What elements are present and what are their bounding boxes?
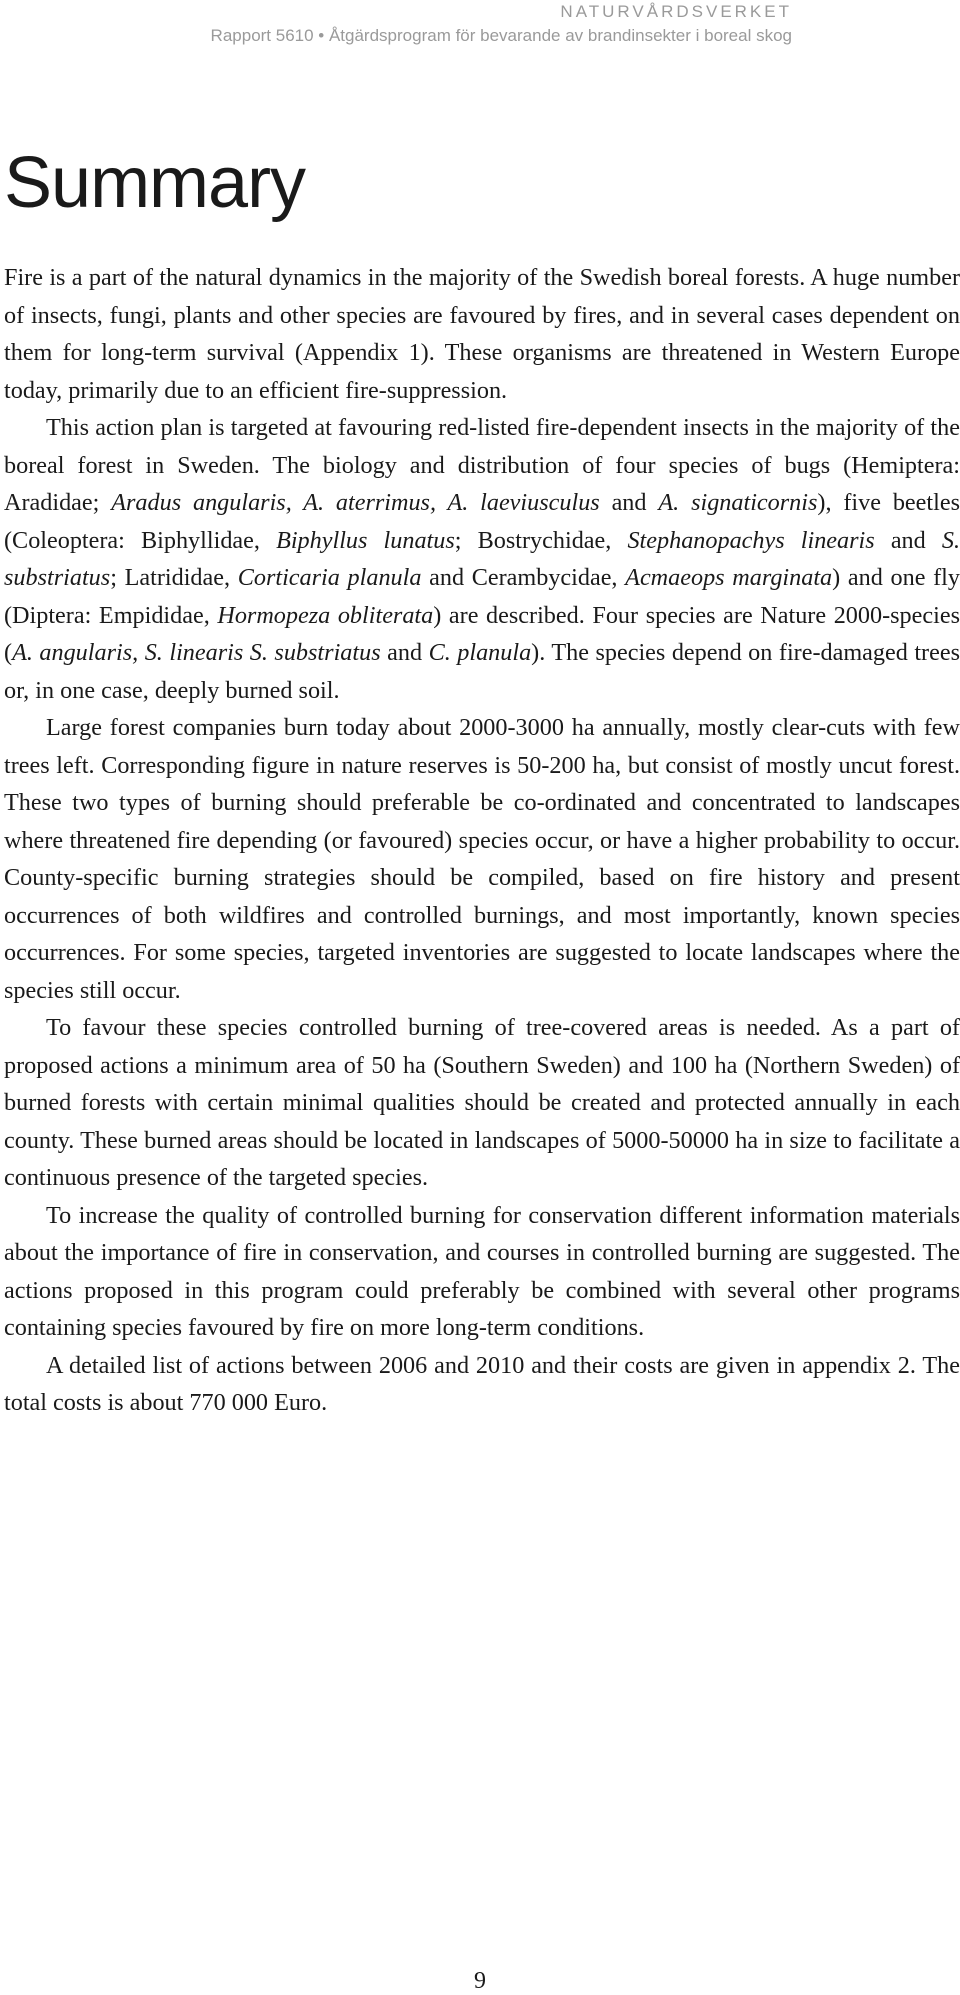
paragraph-3: Large forest companies burn today about 2000-3000 ha annually, mostly clear-cuts with few trees left. Corresponding figure in nature reserves is 50-200 ha, but consist of mostly uncut forest. These two types of burning should preferable be co-ordinated and concentrated to landscapes where threatened fire depending (or favoured) species occur, or have a higher probability to occur. County-specific burning strategies should be compiled, based on fire history and present occurrences of both wildfires and controlled burnings, and most importantly, known species occurrences. For some species, targeted inventories are suggested to locate landscapes where the species still occur. <box>4 714 960 1004</box>
p2-species-2: A. signaticornis <box>658 489 818 516</box>
p2-text-4: ; Bostrychidae, <box>454 526 628 554</box>
p2-text-9: ) are described. Four species are Nature 2000-species ( <box>4 601 960 666</box>
running-header <box>211 0 792 48</box>
header-organization: NATURVÅRDSVERKET <box>560 2 792 21</box>
page-number: 9 <box>474 1968 486 1994</box>
paragraph-5: To increase the quality of controlled burning for conservation different information materials about the importance of fire in conservation, and courses in controlled burning are suggested. The actions proposed in this program could preferably be combined with several other programs containing species favoured by fire on more long-term conditions. <box>4 1201 960 1341</box>
header-report-title: Rapport 5610 • Åtgärdsprogram för bevarande av brandinsekter i boreal skog <box>210 26 792 45</box>
p2-text-5: and <box>874 526 942 554</box>
p2-species-1: Aradus angularis, A. aterrimus, A. laeviusculus <box>111 489 600 516</box>
p2-species-5: S. substriatus <box>4 526 960 591</box>
p2-species-8: Hormopeza obliterata <box>217 601 434 629</box>
p2-text-3: ), five beetles (Coleoptera: Biphyllidae, <box>4 489 960 554</box>
page-title: Summary <box>4 143 306 223</box>
p2-text-6: ; Latrididae, <box>110 564 238 591</box>
p2-species-6: Corticaria planula <box>237 564 422 591</box>
paragraph-1: Fire is a part of the natural dynamics in the majority of the Swedish boreal forests. A huge number of insects, fungi, plants and other species are favoured by fires, and in several cases dependent on them for long-term survival (Appendix 1). These organisms are threatened in Western Europe today, primarily due to an efficient fire-suppression. <box>4 264 960 404</box>
p2-species-7: Acmaeops marginata <box>625 564 833 591</box>
paragraph-4: To favour these species controlled burning of tree-covered areas is needed. As a part of proposed actions a minimum area of 50 ha (Southern Sweden) and 100 ha (Northern Sweden) of burned forests with certain minimal qualities should be created and protected annually in each county. These burned areas should be located in landscapes of 5000-50000 ha in size to facilitate a continuous presence of the targeted species. <box>4 1014 960 1191</box>
p2-species-4: Stephanopachys linearis <box>627 526 875 554</box>
p2-text-11: ). The species depend on fire-damaged trees or, in one case, deeply burned soil. <box>4 639 960 704</box>
p2-species-9: A. angularis, S. linearis S. substriatus <box>12 639 381 666</box>
p2-text-1: This action plan is targeted at favouring red-listed fire-dependent insects in the majority of the boreal forest in Sweden. The biology and distribution of four species of bugs (Hemiptera: Aradidae; <box>4 414 960 516</box>
summary-body <box>4 259 960 1422</box>
p2-text-7: and Cerambycidae, <box>421 564 626 591</box>
p2-text-2: and <box>599 489 659 516</box>
p2-text-8: ) and one fly (Diptera: Empididae, <box>4 564 960 629</box>
p2-species-10: C. planula <box>428 639 532 666</box>
p2-text-10: and <box>380 639 429 666</box>
paragraph-2 <box>4 409 960 709</box>
paragraph-6: A detailed list of actions between 2006 and 2010 and their costs are given in appendix 2. The total costs is about 770 000 Euro. <box>4 1351 960 1416</box>
p2-species-3: Biphyllus lunatus <box>276 526 455 554</box>
